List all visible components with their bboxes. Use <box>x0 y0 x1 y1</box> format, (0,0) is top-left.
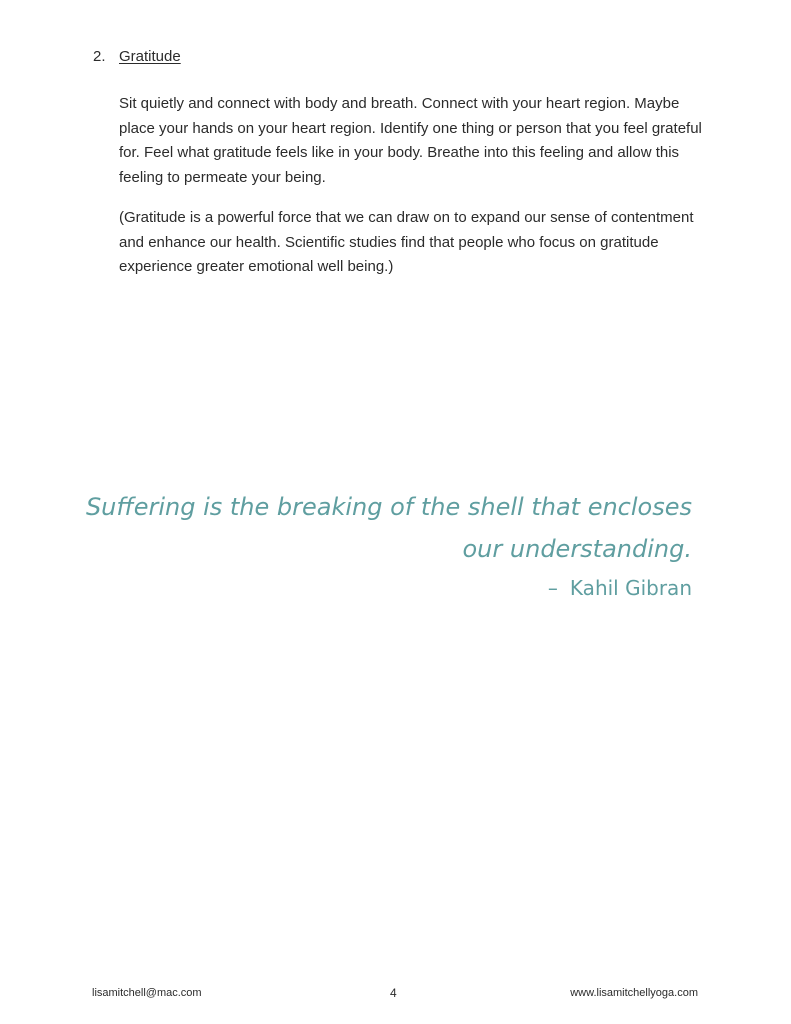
footer-website: www.lisamitchellyoga.com <box>570 987 698 999</box>
section-number: 2. <box>93 48 106 65</box>
footer-email: lisamitchell@mac.com <box>92 987 202 999</box>
explanation-paragraph: (Gratitude is a powerful force that we can draw on to expand our sense of contentment and enhance our health. Scientific studies find that people who focus on gratitude experience greater emotional well being.) <box>119 209 694 275</box>
quote-line-1: Suffering is the breaking of the shell that encloses <box>85 493 692 521</box>
pull-quote <box>72 486 692 570</box>
attribution-dash: – <box>547 576 558 600</box>
quote-attribution <box>548 574 692 602</box>
section-heading <box>93 47 181 67</box>
quote-line-2: our understanding. <box>462 535 692 563</box>
section-title: Gratitude <box>119 48 181 65</box>
quote-author: Kahil Gibran <box>569 576 692 600</box>
instruction-paragraph: Sit quietly and connect with body and breath. Connect with your heart region. Maybe place your hands on your heart region. Identify one thing or person that you feel grateful for. Feel what gratitude feels like in your body. Breathe into this feeling and allow this feeling to permeate your being. <box>119 95 702 186</box>
footer-page-number: 4 <box>390 986 397 1000</box>
